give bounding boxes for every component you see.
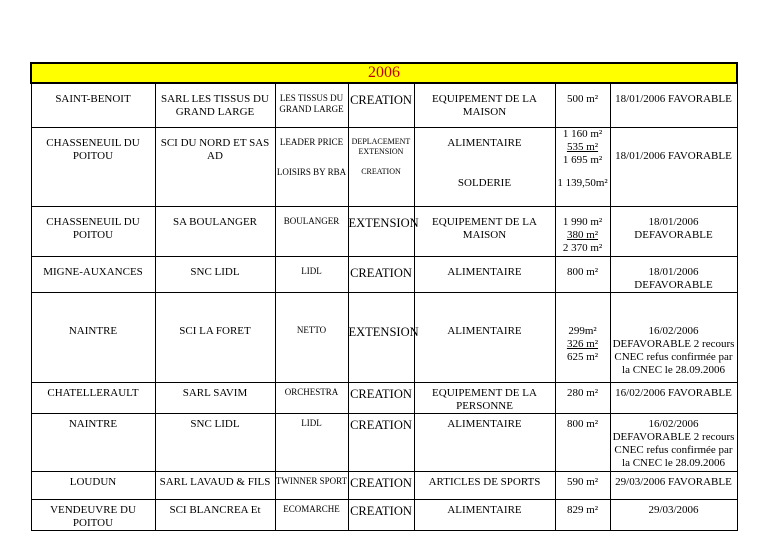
enseigne-cell: NETTO bbox=[275, 293, 348, 383]
commune-cell: NAINTRE bbox=[31, 293, 155, 383]
societe-cell: SCI BLANCREA Et bbox=[155, 500, 275, 531]
nature-cell: CREATION bbox=[348, 167, 414, 207]
enseigne-cell: TWINNER SPORT bbox=[275, 472, 348, 500]
surface-cell bbox=[555, 207, 610, 257]
table-row bbox=[31, 257, 737, 293]
table-row bbox=[31, 207, 737, 257]
decision-cell: 16/02/2006 FAVORABLE bbox=[610, 383, 737, 414]
commune-cell: SAINT-BENOIT bbox=[31, 83, 155, 127]
nature-cell: CREATION bbox=[348, 414, 414, 472]
surface-cell: 829 m² bbox=[555, 500, 610, 531]
enseigne-cell: LIDL bbox=[275, 257, 348, 293]
nature-cell: CREATION bbox=[348, 83, 414, 127]
commune-cell: LOUDUN bbox=[31, 472, 155, 500]
activite-cell: EQUIPEMENT DE LA MAISON bbox=[414, 207, 555, 257]
surface-line: 625 m² bbox=[566, 351, 599, 363]
table-row bbox=[31, 500, 737, 531]
decision-cell: 18/01/2006 FAVORABLE bbox=[610, 127, 737, 207]
decision-cell: 29/03/2006 bbox=[610, 500, 737, 531]
year-header-row bbox=[31, 63, 737, 83]
commune-cell: CHASSENEUIL DU POITOU bbox=[31, 127, 155, 207]
year-title: 2006 bbox=[368, 64, 400, 81]
societe-cell: SA BOULANGER bbox=[155, 207, 275, 257]
table-row bbox=[31, 383, 737, 414]
decision-cell: 16/02/2006 DEFAVORABLE 2 recours CNEC refus confirmée par la CNEC le 28.09.2006 bbox=[610, 293, 737, 383]
activite-cell: EQUIPEMENT DE LA PERSONNE bbox=[414, 383, 555, 414]
activite-cell: ALIMENTAIRE bbox=[414, 500, 555, 531]
table-row bbox=[31, 472, 737, 500]
surface-cell: 500 m² bbox=[555, 83, 610, 127]
commune-cell: MIGNE-AUXANCES bbox=[31, 257, 155, 293]
surface-line: 1 695 m² bbox=[562, 153, 603, 166]
nature-cell: EXTENSION bbox=[348, 207, 414, 257]
decisions-table bbox=[30, 0, 738, 531]
surface-cell bbox=[555, 293, 610, 383]
enseigne-cell: LES TISSUS DU GRAND LARGE bbox=[275, 83, 348, 127]
table-row bbox=[31, 127, 737, 167]
activite-cell: ALIMENTAIRE bbox=[414, 127, 555, 167]
nature-cell: CREATION bbox=[348, 383, 414, 414]
societe-cell: SNC LIDL bbox=[155, 257, 275, 293]
decision-cell: 18/01/2006 FAVORABLE bbox=[610, 83, 737, 127]
decisions-table-page bbox=[30, 0, 736, 543]
nature-cell: CREATION bbox=[348, 472, 414, 500]
activite-cell: EQUIPEMENT DE LA MAISON bbox=[414, 83, 555, 127]
decision-cell: 16/02/2006 DEFAVORABLE 2 recours CNEC refus confirmée par la CNEC le 28.09.2006 bbox=[610, 414, 737, 472]
enseigne-cell: ORCHESTRA bbox=[275, 383, 348, 414]
table-row bbox=[31, 293, 737, 383]
nature-cell: EXTENSION bbox=[348, 293, 414, 383]
commune-cell: CHASSENEUIL DU POITOU bbox=[31, 207, 155, 257]
decision-cell: 29/03/2006 FAVORABLE bbox=[610, 472, 737, 500]
surface-line: 326 m² bbox=[566, 338, 599, 350]
surface-cell: 800 m² bbox=[555, 414, 610, 472]
societe-cell: SARL LES TISSUS DU GRAND LARGE bbox=[155, 83, 275, 127]
surface-cell bbox=[555, 127, 610, 167]
enseigne-cell: LOISIRS BY RBA bbox=[275, 167, 348, 207]
surface-cell: 1 139,50m² bbox=[555, 167, 610, 207]
surface-line: 2 370 m² bbox=[562, 242, 603, 254]
table-row bbox=[31, 83, 737, 127]
enseigne-cell: LEADER PRICE bbox=[275, 127, 348, 167]
surface-cell: 800 m² bbox=[555, 257, 610, 293]
nature-cell: DEPLACEMENT EXTENSION bbox=[348, 127, 414, 167]
surface-cell: 280 m² bbox=[555, 383, 610, 414]
commune-cell: CHATELLERAULT bbox=[31, 383, 155, 414]
societe-cell: SARL LAVAUD & FILS bbox=[155, 472, 275, 500]
activite-cell: ARTICLES DE SPORTS bbox=[414, 472, 555, 500]
societe-cell: SARL SAVIM bbox=[155, 383, 275, 414]
table-row bbox=[31, 414, 737, 472]
decision-cell: 18/01/2006 DEFAVORABLE bbox=[610, 257, 737, 293]
decision-cell: 18/01/2006 DEFAVORABLE bbox=[610, 207, 737, 257]
surface-line: 299m² bbox=[568, 325, 597, 337]
activite-cell: ALIMENTAIRE bbox=[414, 293, 555, 383]
activite-cell: SOLDERIE bbox=[414, 167, 555, 207]
societe-cell: SCI DU NORD ET SAS AD bbox=[155, 127, 275, 207]
enseigne-cell: LIDL bbox=[275, 414, 348, 472]
surface-line: 1 990 m² bbox=[562, 216, 603, 228]
surface-cell: 590 m² bbox=[555, 472, 610, 500]
commune-cell: NAINTRE bbox=[31, 414, 155, 472]
societe-cell: SCI LA FORET bbox=[155, 293, 275, 383]
enseigne-cell: ECOMARCHE bbox=[275, 500, 348, 531]
nature-cell: CREATION bbox=[348, 500, 414, 531]
commune-cell: VENDEUVRE DU POITOU bbox=[31, 500, 155, 531]
enseigne-cell: BOULANGER bbox=[275, 207, 348, 257]
activite-cell: ALIMENTAIRE bbox=[414, 414, 555, 472]
nature-cell: CREATION bbox=[348, 257, 414, 293]
surface-line: 1 160 m² bbox=[562, 127, 603, 140]
surface-line: 380 m² bbox=[566, 229, 599, 241]
societe-cell: SNC LIDL bbox=[155, 414, 275, 472]
surface-line: 535 m² bbox=[566, 140, 599, 153]
activite-cell: ALIMENTAIRE bbox=[414, 257, 555, 293]
